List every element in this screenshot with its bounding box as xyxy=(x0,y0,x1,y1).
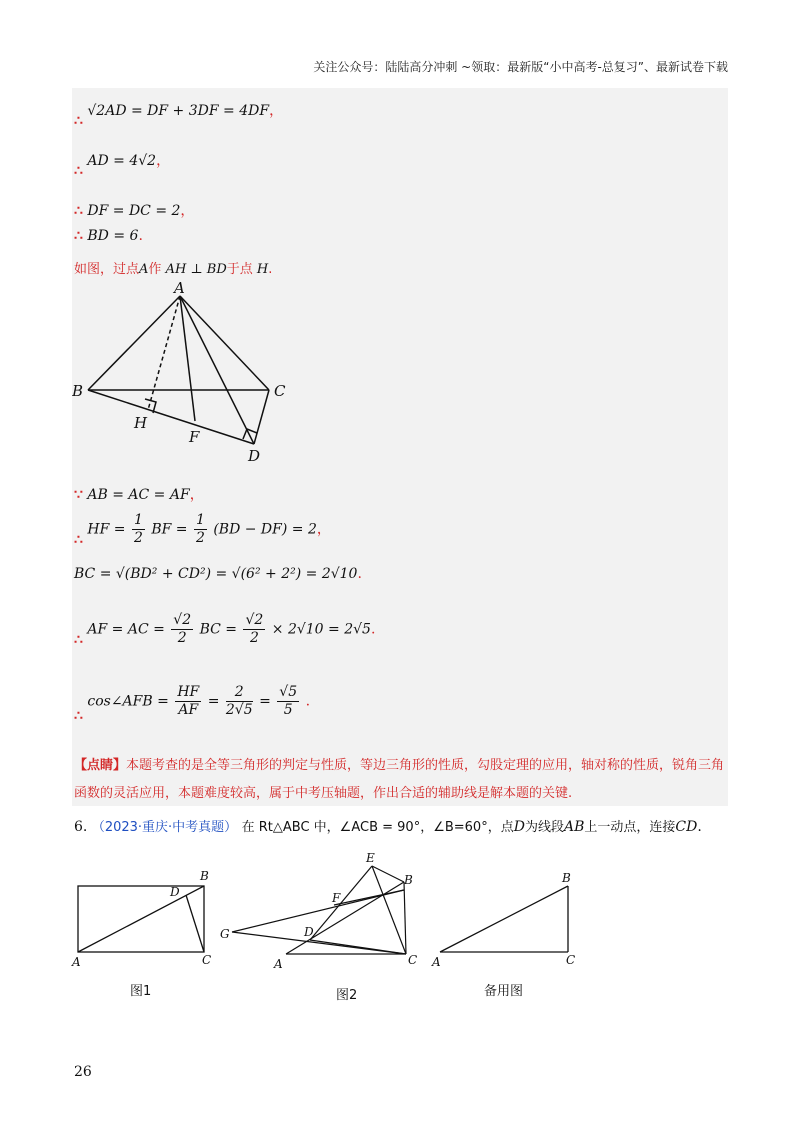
page-number: 26 xyxy=(74,1064,92,1080)
fraction: $\frac{2}{2√5}$ xyxy=(225,684,253,718)
question-6: 6. （2023·重庆·中考真题） 在 Rt△ABC 中，∠ACB = 90°，∠B=60°，点D为线段AB上一动点，连接CD. xyxy=(74,819,702,835)
solution-line-1 xyxy=(74,100,284,129)
figure-2-caption: 图2 xyxy=(336,988,358,1003)
equation: AB = AC = AF xyxy=(87,487,190,503)
therefore-symbol: ∴ xyxy=(74,203,83,219)
key-point-note xyxy=(74,752,728,808)
solution-line-2 xyxy=(74,150,171,179)
question-number: 6. xyxy=(74,819,88,835)
equation: AD = 4√2 xyxy=(87,153,157,169)
therefore-symbol: ∴ xyxy=(74,707,83,724)
fraction: $\frac{1}{2}$ xyxy=(195,512,205,546)
solution-line-9: ∴ cos∠AFB = $\frac{HF}{AF}$ = $\frac{2}{2√5}$ = $\frac{√5}{5}$ . xyxy=(74,684,311,724)
equation: BD = 6 xyxy=(87,228,139,244)
punctuation: ， xyxy=(156,153,171,169)
label-F: F xyxy=(189,428,200,446)
fig1-label-B: B xyxy=(200,869,209,883)
label-B: B xyxy=(72,382,84,400)
solution-line-6: ∴ HF = $\frac{1}{2}$ BF = $\frac{1}{2}$ (BD − DF) = 2， xyxy=(74,512,331,548)
figure-3 xyxy=(428,866,588,974)
solution-line-5 xyxy=(74,484,204,504)
note-tag: 【点睛】 xyxy=(74,758,127,773)
therefore-symbol: ∴ xyxy=(74,228,83,244)
therefore-symbol: ∴ xyxy=(74,163,83,179)
solution-line-7 xyxy=(74,566,362,582)
equation: DF = DC = 2 xyxy=(87,203,181,219)
fig3-label-A: A xyxy=(432,955,441,969)
label-H: H xyxy=(134,414,148,432)
figure-1 xyxy=(70,866,220,974)
punctuation: ， xyxy=(269,103,284,119)
main-geometry-figure xyxy=(72,278,302,468)
equation: BC = √(BD² + CD²) = √(6² + 2²) = 2√10 xyxy=(74,566,358,582)
label-C: C xyxy=(274,382,286,400)
figure-2 xyxy=(218,850,430,975)
fig1-label-C: C xyxy=(202,953,212,967)
punctuation: . xyxy=(357,566,362,582)
page-header: 关注公众号：陆陆高分冲刺 ~领取：最新版“小中高考-总复习”、最新试卷下载 xyxy=(313,60,728,74)
fraction: $\frac{1}{2}$ xyxy=(133,512,143,546)
solution-line-3 xyxy=(74,200,194,220)
equation: √2AD = DF + 3DF = 4DF xyxy=(87,103,270,119)
question-source: （2023·重庆·中考真题） xyxy=(91,820,238,835)
fig3-label-C: C xyxy=(566,953,576,967)
therefore-symbol: ∴ xyxy=(74,631,83,648)
fig2-label-B: B xyxy=(404,873,413,887)
fig2-label-A: A xyxy=(274,957,283,971)
fig2-label-D: D xyxy=(304,925,314,939)
fig2-label-G: G xyxy=(220,927,230,941)
note-text: 本题考查的是全等三角形的判定与性质，等边三角形的性质，勾股定理的应用，轴对称的性质，锐角三角函数的灵活应用，本题难度较高，属于中考压轴题，作出合适的辅助线是解本题的关键. xyxy=(74,758,725,801)
therefore-symbol: ∴ xyxy=(74,113,83,129)
fig2-label-F: F xyxy=(332,891,341,905)
label-A: A xyxy=(174,279,185,297)
fig1-label-D: D xyxy=(170,885,180,899)
therefore-symbol: ∴ xyxy=(74,531,83,548)
fig1-label-A: A xyxy=(72,955,81,969)
construction-line: 如图，过点A作 AH ⊥ BD于点 H. xyxy=(74,262,273,277)
solution-line-4 xyxy=(74,228,143,244)
solution-line-8: ∴ AF = AC = $\frac{√2}{2}$ BC = $\frac{√2}{2}$ × 2√10 = 2√5. xyxy=(74,612,376,648)
fig2-label-E: E xyxy=(366,851,375,865)
fraction: $\frac{HF}{AF}$ xyxy=(177,684,200,718)
fraction: $\frac{√2}{2}$ xyxy=(173,612,192,646)
fig2-label-C: C xyxy=(408,953,418,967)
figure-3-caption: 备用图 xyxy=(484,984,524,999)
punctuation: ， xyxy=(180,203,195,219)
fig3-label-B: B xyxy=(562,871,571,885)
punctuation: . xyxy=(138,228,143,244)
fraction: $\frac{√5}{5}$ xyxy=(279,684,298,718)
label-D: D xyxy=(248,447,261,465)
because-symbol: ∵ xyxy=(74,487,83,503)
figure-1-caption: 图1 xyxy=(130,984,152,999)
fraction: $\frac{√2}{2}$ xyxy=(245,612,264,646)
punctuation: ， xyxy=(189,487,204,503)
